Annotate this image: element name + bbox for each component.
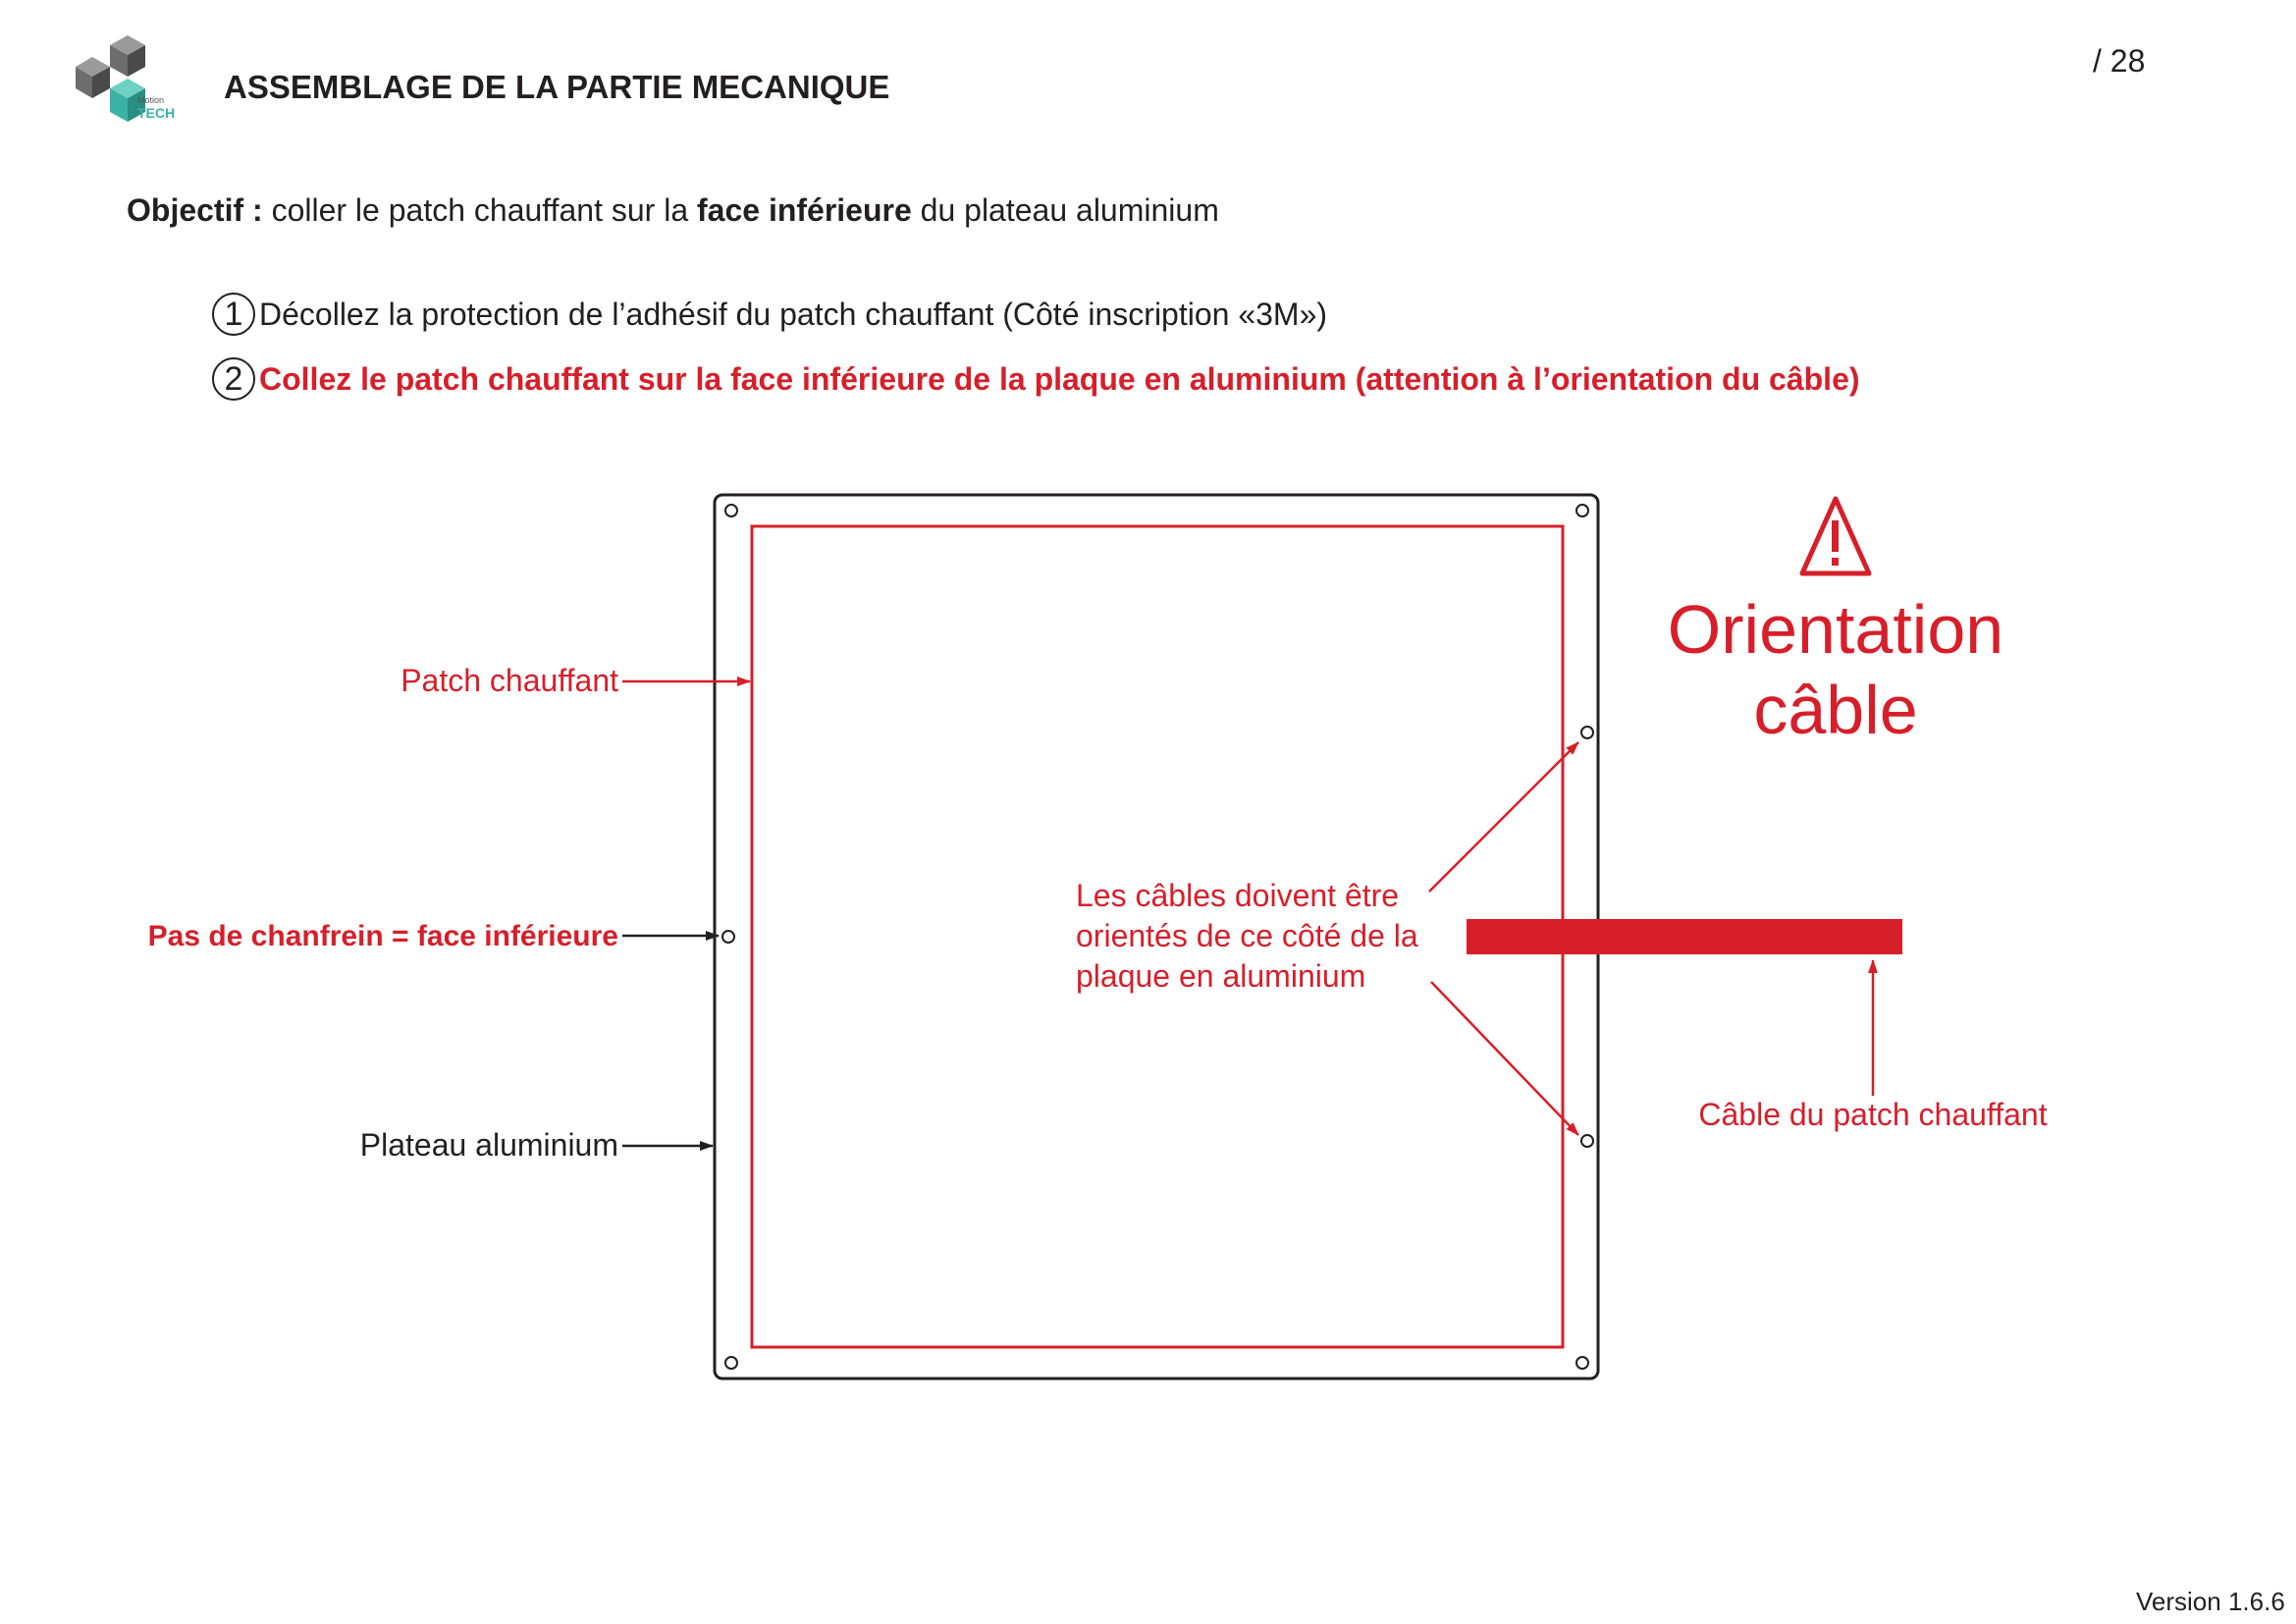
objective-text-after: du plateau aluminium xyxy=(911,192,1219,228)
warning-triangle-icon xyxy=(1802,499,1869,573)
cable-bar xyxy=(1467,919,1902,954)
arrow-note-up xyxy=(1429,742,1578,892)
page-title: ASSEMBLAGE DE LA PARTIE MECANIQUE xyxy=(224,69,890,105)
objective-text-before: coller le patch chauffant sur la xyxy=(262,192,697,228)
cable-orientation-note: Les câbles doivent être orientés de ce côté de la plaque en aluminium xyxy=(1076,878,1418,994)
logo-small-text: Motion xyxy=(137,95,165,105)
objective-emphasis: face inférieure xyxy=(697,192,912,228)
plate-hole xyxy=(725,505,737,516)
logo-brand-text: TECH xyxy=(137,105,176,121)
plate-hole xyxy=(1576,505,1588,516)
plate-hole xyxy=(722,931,734,943)
objective-label: Objectif : xyxy=(127,192,263,228)
step-number-1: 1 xyxy=(212,293,255,336)
orientation-title: Orientation câble xyxy=(1667,591,2004,748)
label-patch-chauffant: Patch chauffant xyxy=(400,663,618,698)
arrow-note-down xyxy=(1431,982,1578,1135)
version-label: Version 1.6.6 xyxy=(2136,1587,2285,1616)
step-number-2: 2 xyxy=(212,357,255,401)
label-plateau-aluminium: Plateau aluminium xyxy=(359,1127,618,1163)
page-number: / 28 xyxy=(2093,43,2146,79)
plate-hole xyxy=(1581,727,1593,738)
step-text-2: Collez le patch chauffant sur la face inférieure de la plaque en aluminium (attention à l’orientation du câble) xyxy=(259,360,1860,397)
plate-hole xyxy=(725,1357,737,1369)
plate-hole xyxy=(1581,1135,1593,1147)
label-no-chamfer: Pas de chanfrein = face inférieure xyxy=(147,920,618,952)
plate-hole xyxy=(1576,1357,1588,1369)
step-text-1: Décollez la protection de l’adhésif du patch chauffant (Côté inscription «3M») xyxy=(259,296,1328,332)
label-cable: Câble du patch chauffant xyxy=(1698,1097,2048,1132)
